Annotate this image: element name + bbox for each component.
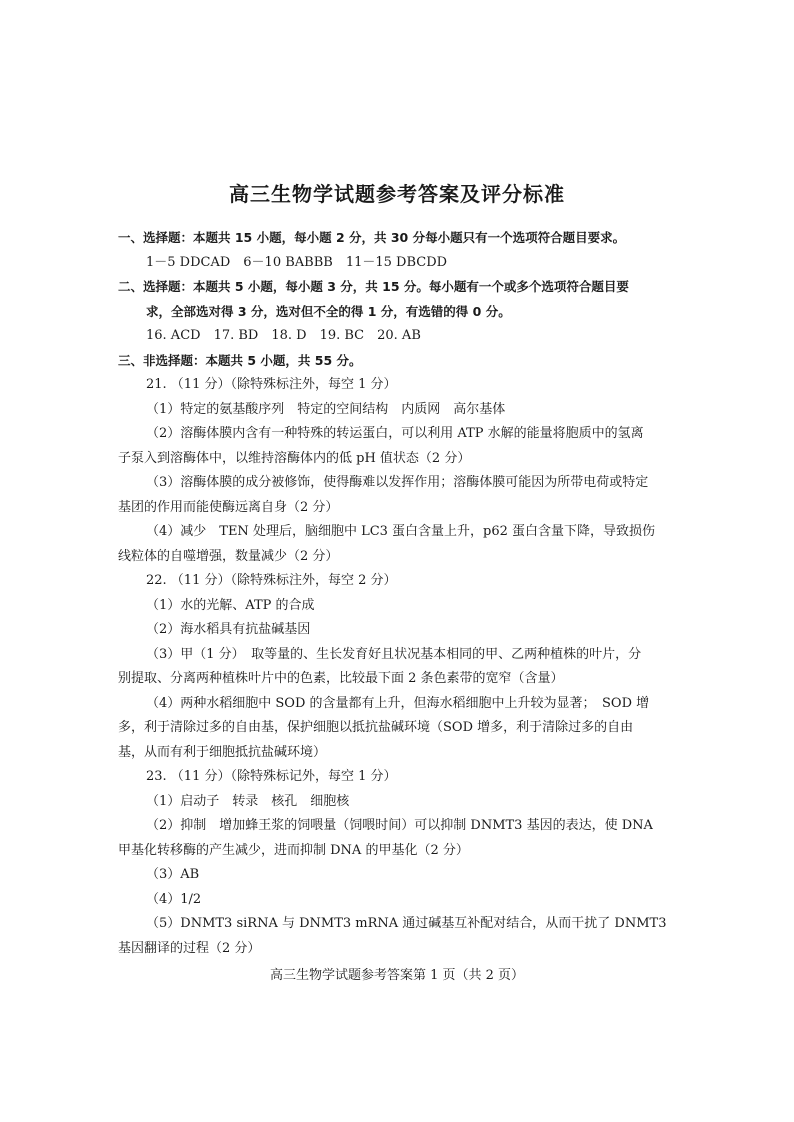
q23-answer-4: （4）1/2 xyxy=(146,891,202,907)
q23-answer-2-line-2: 甲基化转移酶的产生减少，进而抑制 DNA 的甲基化（2 分） xyxy=(118,842,469,858)
q21-answer-2-line-2: 子泵入到溶酶体中，以维持溶酶体内的低 pH 值状态（2 分） xyxy=(118,450,471,466)
section-1-heading: 一、选择题：本题共 15 小题，每小题 2 分，共 30 分每小题只有一个选项符合题目要求。 xyxy=(118,230,626,245)
q22-header: 22. （11 分）（除特殊标注外，每空 2 分） xyxy=(146,573,397,588)
q21-answer-4-line-2: 线粒体的自噬增强，数量减少（2 分） xyxy=(118,548,339,564)
q22-answer-3-line-1: （3）甲（1 分） 取等量的、生长发育好且状况基本相同的甲、乙两种植株的叶片，分 xyxy=(146,646,642,662)
section-3-heading: 三、非选择题：本题共 5 小题，共 55 分。 xyxy=(118,352,362,368)
q21-answer-4-line-1: （4）减少 TEN 处理后，脑细胞中 LC3 蛋白含量上升，p62 蛋白含量下降，导致损伤 xyxy=(146,524,656,539)
q22-answer-2: （2）海水稻具有抗盐碱基因 xyxy=(146,622,311,637)
section-2-heading-line-2: 求，全部选对得 3 分，选对但不全的得 1 分，有选错的得 0 分。 xyxy=(146,303,511,319)
q23-answer-3: （3）AB xyxy=(146,867,200,882)
q21-answer-3-line-2: 基团的作用而能使酶远离自身（2 分） xyxy=(118,499,339,515)
q21-header: 21. （11 分）（除特殊标注外，每空 1 分） xyxy=(146,377,397,392)
q21-answer-3-line-1: （3）溶酶体膜的成分被修饰，使得酶难以发挥作用；溶酶体膜可能因为所带电荷或特定 xyxy=(146,475,649,490)
answer-body xyxy=(118,226,678,961)
q22-answer-4-line-3: 基，从而有利于细胞抵抗盐碱环境） xyxy=(118,744,327,760)
q23-answer-5-line-1: （5）DNMT3 siRNA 与 DNMT3 mRNA 通过碱基互补配对结合，从而干扰了 DNMT3 xyxy=(146,916,667,931)
q23-answer-5-line-2: 基因翻译的过程（2 分） xyxy=(118,940,261,956)
section-2-heading-line-1: 二、选择题：本题共 5 小题，每小题 3 分，共 15 分。每小题有一个或多个选项符合题目要 xyxy=(118,279,629,294)
q21-answer-2-line-1: （2）溶酶体膜内含有一种特殊的转运蛋白，可以利用 ATP 水解的能量将胞质中的氢离 xyxy=(146,426,644,441)
q22-answer-4-line-2: 多，利于清除过多的自由基，保护细胞以抵抗盐碱环境（SOD 增多，利于清除过多的自由 xyxy=(118,720,634,735)
q21-answer-1: （1）特定的氨基酸序列 特定的空间结构 内质网 高尔基体 xyxy=(146,401,506,417)
q23-answer-1: （1）启动子 转录 核孔 细胞核 xyxy=(146,793,350,809)
section-1-answers: 1－5 DDCAD 6－10 BABBB 11－15 DBCDD xyxy=(146,254,448,270)
q22-answer-1: （1）水的光解、ATP 的合成 xyxy=(146,597,315,613)
section-2-answers: 16. ACD 17. BD 18. D 19. BC 20. AB xyxy=(146,328,421,343)
q22-answer-4-line-1: （4）两种水稻细胞中 SOD 的含量都有上升，但海水稻细胞中上升较为显著； SOD 增 xyxy=(146,695,650,711)
q22-answer-3-line-2: 别提取、分离两种植株叶片中的色素，比较最下面 2 条色素带的宽窄（含量） xyxy=(118,671,564,686)
page-footer: 高三生物学试题参考答案第 1 页（共 2 页） xyxy=(269,968,525,983)
page-title: 高三生物学试题参考答案及评分标准 xyxy=(229,182,565,206)
q23-header: 23. （11 分）（除特殊标记外，每空 1 分） xyxy=(146,769,397,784)
q23-answer-2-line-1: （2）抑制 增加蜂王浆的饲喂量（饲喂时间）可以抑制 DNMT3 基因的表达，使 DNA xyxy=(146,818,653,833)
